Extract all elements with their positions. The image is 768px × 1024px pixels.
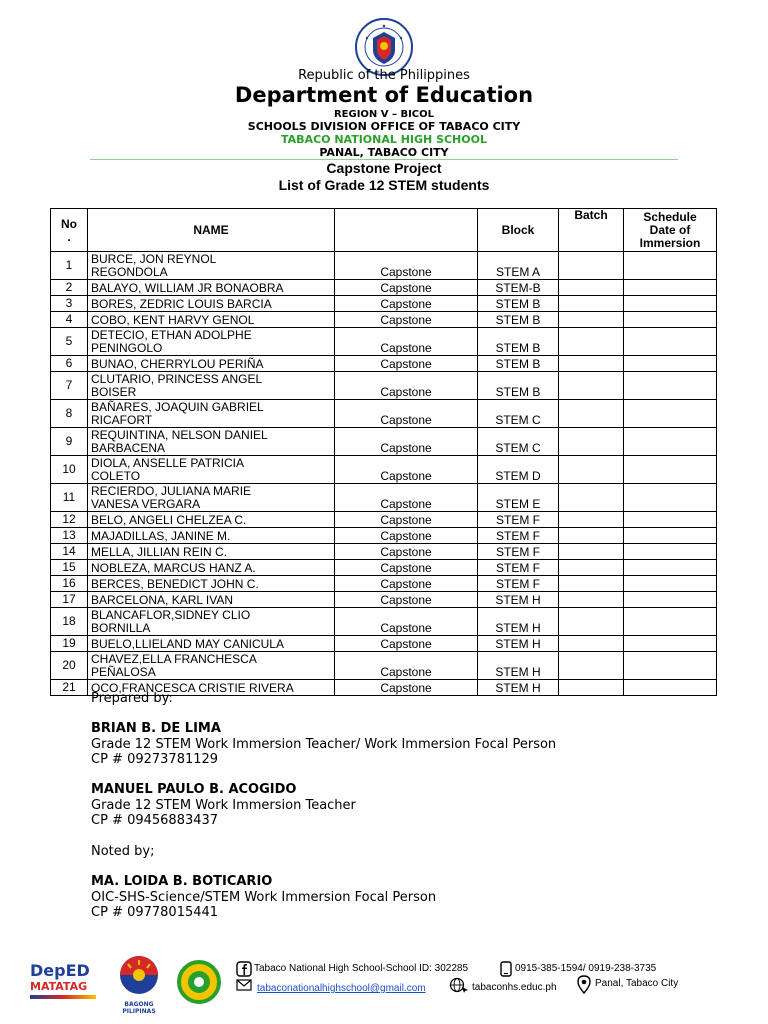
table-row: [51, 592, 717, 608]
schedule-cell: [624, 636, 717, 652]
block-cell: STEM B: [478, 296, 559, 312]
deped-matatag-logo: DepED MATATAG: [30, 962, 102, 1004]
batch-cell: [559, 608, 624, 636]
requirement-cell: Capstone: [335, 560, 478, 576]
footer-facebook: Tabaco National High School-School ID: 302285: [254, 963, 469, 974]
requirement-cell: Capstone: [335, 608, 478, 636]
footer-website: tabaconhs.educ.ph: [472, 982, 557, 993]
batch-cell: [559, 544, 624, 560]
row-number: 11: [51, 484, 88, 512]
table-row: [51, 456, 717, 484]
table-row: [51, 512, 717, 528]
schedule-cell: [624, 456, 717, 484]
requirement-cell: Capstone: [335, 680, 478, 696]
block-cell: STEM F: [478, 576, 559, 592]
table-row: [51, 576, 717, 592]
row-number: 13: [51, 528, 88, 544]
schedule-cell: [624, 428, 717, 456]
row-number: 1: [51, 252, 88, 280]
block-cell: STEM F: [478, 512, 559, 528]
schedule-cell: [624, 576, 717, 592]
schedule-cell: [624, 608, 717, 636]
student-name: BELO, ANGELI CHELZEA C.: [88, 512, 335, 528]
table-row: [51, 428, 717, 456]
noted-by-label: Noted by;: [91, 844, 155, 859]
row-number: 16: [51, 576, 88, 592]
row-number: 6: [51, 356, 88, 372]
signatory-2-role: Grade 12 STEM Work Immersion Teacher: [91, 798, 356, 813]
block-cell: STEM D: [478, 456, 559, 484]
website-icon: [448, 977, 470, 993]
student-name: DETECIO, ETHAN ADOLPHE PENINGOLO: [88, 328, 335, 356]
requirement-cell: Capstone: [335, 372, 478, 400]
requirement-cell: Capstone: [335, 328, 478, 356]
student-name: BALAYO, WILLIAM JR BONAOBRA: [88, 280, 335, 296]
block-cell: STEM H: [478, 636, 559, 652]
table-row: [51, 484, 717, 512]
row-number: 21: [51, 680, 88, 696]
row-number: 17: [51, 592, 88, 608]
student-name: BUNAO, CHERRYLOU PERIÑA: [88, 356, 335, 372]
block-cell: STEM E: [478, 484, 559, 512]
row-number: 19: [51, 636, 88, 652]
batch-cell: [559, 484, 624, 512]
batch-cell: [559, 312, 624, 328]
schedule-cell: [624, 528, 717, 544]
table-row: [51, 544, 717, 560]
row-number: 2: [51, 280, 88, 296]
row-number: 20: [51, 652, 88, 680]
table-header-row: [51, 209, 717, 252]
block-cell: STEM B: [478, 356, 559, 372]
table-row: [51, 608, 717, 636]
schedule-cell: [624, 560, 717, 576]
schedule-cell: [624, 328, 717, 356]
schedule-cell: [624, 652, 717, 680]
block-cell: STEM H: [478, 592, 559, 608]
requirement-cell: Capstone: [335, 592, 478, 608]
block-cell: STEM H: [478, 652, 559, 680]
block-cell: STEM B: [478, 312, 559, 328]
header-name: NAME: [88, 209, 335, 252]
schedule-cell: [624, 296, 717, 312]
batch-cell: [559, 428, 624, 456]
batch-cell: [559, 356, 624, 372]
student-name: REQUINTINA, NELSON DANIEL BARBACENA: [88, 428, 335, 456]
batch-cell: [559, 652, 624, 680]
schedule-cell: [624, 372, 717, 400]
requirement-cell: Capstone: [335, 312, 478, 328]
student-name: BURCE, JON REYNOL REGONDOLA: [88, 252, 335, 280]
batch-cell: [559, 328, 624, 356]
student-name: BERCES, BENEDICT JOHN C.: [88, 576, 335, 592]
schedule-cell: [624, 680, 717, 696]
requirement-cell: Capstone: [335, 512, 478, 528]
requirement-cell: Capstone: [335, 356, 478, 372]
header-no: No .: [51, 209, 88, 252]
student-name: CHAVEZ,ELLA FRANCHESCA PEÑALOSA: [88, 652, 335, 680]
student-name: COBO, KENT HARVY GENOL: [88, 312, 335, 328]
requirement-cell: Capstone: [335, 544, 478, 560]
row-number: 10: [51, 456, 88, 484]
requirement-cell: Capstone: [335, 296, 478, 312]
student-name: BUELO,LLIELAND MAY CANICULA: [88, 636, 335, 652]
batch-cell: [559, 296, 624, 312]
requirement-cell: Capstone: [335, 652, 478, 680]
table-row: [51, 560, 717, 576]
schedule-cell: [624, 252, 717, 280]
student-name: OCO,FRANCESCA CRISTIE RIVERA: [88, 680, 335, 696]
row-number: 18: [51, 608, 88, 636]
table-row: [51, 312, 717, 328]
block-cell: STEM-B: [478, 280, 559, 296]
batch-cell: [559, 456, 624, 484]
footer-phone: 0915-385-1594/ 0919-238-3735: [515, 963, 657, 974]
row-number: 15: [51, 560, 88, 576]
requirement-cell: Capstone: [335, 528, 478, 544]
department-heading: Department of Education: [234, 83, 534, 107]
row-number: 12: [51, 512, 88, 528]
student-name: MAJADILLAS, JANINE M.: [88, 528, 335, 544]
student-name: NOBLEZA, MARCUS HANZ A.: [88, 560, 335, 576]
schedule-cell: [624, 484, 717, 512]
block-cell: STEM C: [478, 428, 559, 456]
requirement-cell: Capstone: [335, 456, 478, 484]
requirement-cell: Capstone: [335, 252, 478, 280]
footer-email-link[interactable]: tabaconationalhighschool@gmail.com: [257, 983, 426, 994]
block-cell: STEM C: [478, 400, 559, 428]
bagong-pilipinas-logo: BAGONG PILIPINAS: [108, 954, 170, 1004]
table-row: [51, 296, 717, 312]
schedule-cell: [624, 592, 717, 608]
signatory-1-contact: CP # 09273781129: [91, 752, 219, 767]
student-name: CLUTARIO, PRINCESS ANGEL BOISER: [88, 372, 335, 400]
signatory-1-name: BRIAN B. DE LIMA: [91, 721, 221, 736]
republic-heading: Republic of the Philippines: [298, 68, 470, 83]
row-number: 5: [51, 328, 88, 356]
schedule-cell: [624, 280, 717, 296]
block-cell: STEM F: [478, 560, 559, 576]
table-row: [51, 528, 717, 544]
header-block: Block: [478, 209, 559, 252]
batch-cell: [559, 252, 624, 280]
block-cell: STEM F: [478, 544, 559, 560]
batch-cell: [559, 372, 624, 400]
schedule-cell: [624, 356, 717, 372]
signatory-3-role: OIC-SHS-Science/STEM Work Immersion Focal Person: [91, 890, 437, 905]
block-cell: STEM A: [478, 252, 559, 280]
table-row: [51, 400, 717, 428]
batch-cell: [559, 680, 624, 696]
requirement-cell: Capstone: [335, 484, 478, 512]
row-number: 14: [51, 544, 88, 560]
school-logo: [174, 960, 224, 1004]
batch-cell: [559, 636, 624, 652]
batch-cell: [559, 592, 624, 608]
table-row: [51, 356, 717, 372]
student-name: BAÑARES, JOAQUIN GABRIEL RICAFORT: [88, 400, 335, 428]
block-cell: STEM H: [478, 608, 559, 636]
table-row: [51, 652, 717, 680]
table-row: [51, 372, 717, 400]
document-title: Capstone Project: [326, 160, 442, 176]
student-table: [50, 208, 717, 696]
row-number: 8: [51, 400, 88, 428]
batch-cell: [559, 400, 624, 428]
division-heading: SCHOOLS DIVISION OFFICE OF TABACO CITY: [247, 120, 521, 133]
region-heading: REGION V – BICOL: [333, 109, 435, 120]
table-row: [51, 252, 717, 280]
batch-cell: [559, 528, 624, 544]
batch-cell: [559, 560, 624, 576]
batch-cell: [559, 280, 624, 296]
student-name: RECIERDO, JULIANA MARIE VANESA VERGARA: [88, 484, 335, 512]
table-row: [51, 280, 717, 296]
student-name: BARCELONA, KARL IVAN: [88, 592, 335, 608]
signatory-3-name: MA. LOIDA B. BOTICARIO: [91, 874, 273, 889]
row-number: 4: [51, 312, 88, 328]
phone-icon: [498, 961, 514, 977]
row-number: 7: [51, 372, 88, 400]
requirement-cell: Capstone: [335, 280, 478, 296]
requirement-cell: Capstone: [335, 576, 478, 592]
email-icon: [236, 979, 252, 991]
schedule-cell: [624, 400, 717, 428]
student-name: BORES, ZEDRIC LOUIS BARCIA: [88, 296, 335, 312]
signatory-1-role: Grade 12 STEM Work Immersion Teacher/ Work Immersion Focal Person: [91, 737, 557, 752]
batch-cell: [559, 512, 624, 528]
student-name: MELLA, JILLIAN REIN C.: [88, 544, 335, 560]
student-name: BLANCAFLOR,SIDNEY CLIO BORNILLA: [88, 608, 335, 636]
signatory-3-contact: CP # 09778015441: [91, 905, 219, 920]
block-cell: STEM F: [478, 528, 559, 544]
block-cell: STEM B: [478, 372, 559, 400]
block-cell: STEM H: [478, 680, 559, 696]
signatory-2-contact: CP # 09456883437: [91, 813, 219, 828]
student-name: DIOLA, ANSELLE PATRICIA COLETO: [88, 456, 335, 484]
location-pin-icon: [576, 975, 592, 995]
schedule-cell: [624, 312, 717, 328]
row-number: 9: [51, 428, 88, 456]
requirement-cell: Capstone: [335, 428, 478, 456]
signatory-2-name: MANUEL PAULO B. ACOGIDO: [91, 782, 297, 797]
address-heading: PANAL, TABACO CITY: [319, 146, 449, 159]
row-number: 3: [51, 296, 88, 312]
footer-location: Panal, Tabaco City: [595, 978, 679, 989]
table-row: [51, 328, 717, 356]
batch-cell: [559, 576, 624, 592]
schedule-cell: [624, 512, 717, 528]
prepared-by-label: Prepared by:: [91, 691, 173, 706]
requirement-cell: Capstone: [335, 636, 478, 652]
school-heading: TABACO NATIONAL HIGH SCHOOL: [281, 133, 487, 146]
block-cell: STEM B: [478, 328, 559, 356]
schedule-cell: [624, 544, 717, 560]
document-subtitle: List of Grade 12 STEM students: [278, 177, 490, 193]
requirement-cell: Capstone: [335, 400, 478, 428]
header-batch: Batch: [559, 209, 624, 252]
header-requirement: [335, 209, 478, 252]
table-row: [51, 636, 717, 652]
header-schedule: Schedule Date of Immersion: [624, 209, 717, 252]
facebook-icon: [236, 961, 252, 977]
